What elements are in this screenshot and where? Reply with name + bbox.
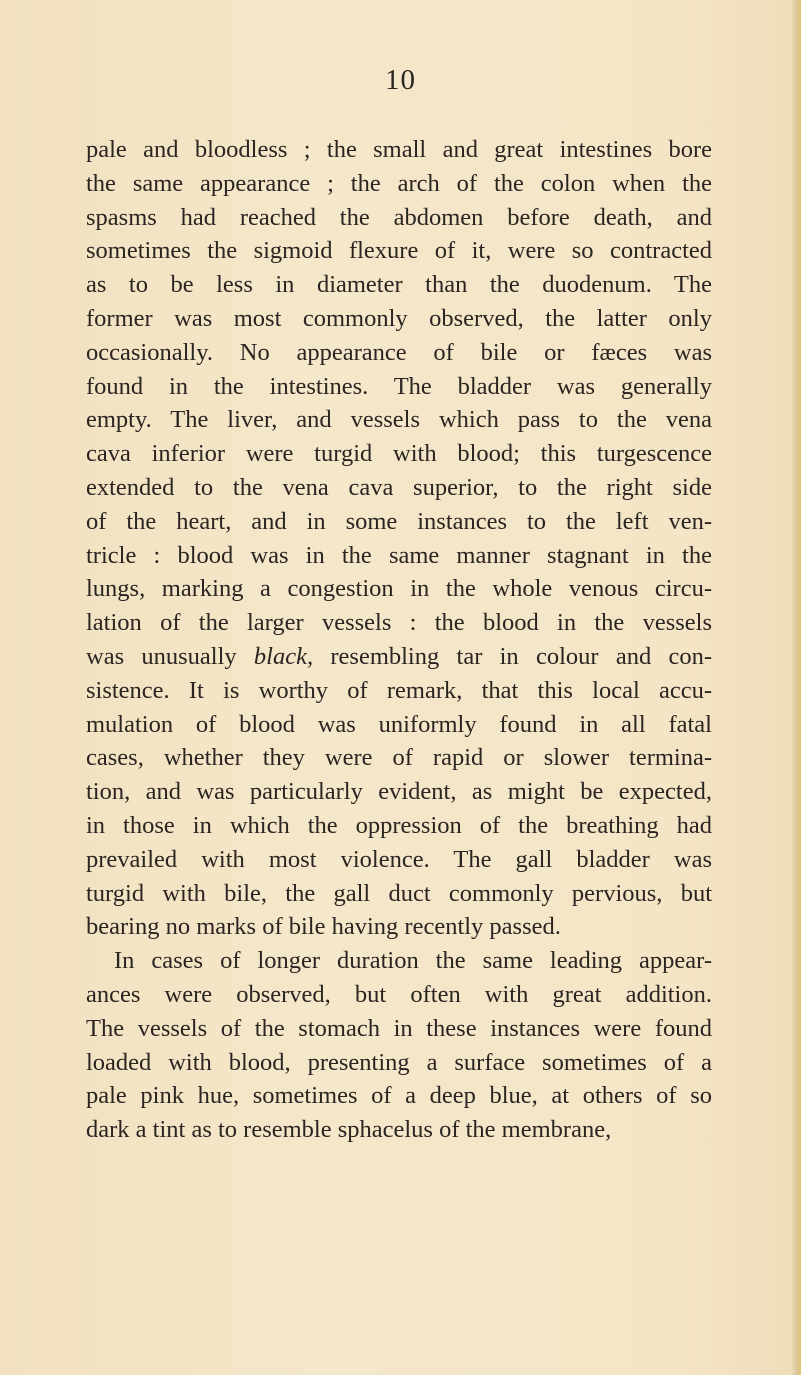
text-line: tricle : blood was in the same manner stagnant in the [86,541,712,569]
text-line: in those in which the oppression of the breathing had [86,811,712,839]
text-line: the same appearance ; the arch of the colon when the [86,169,712,197]
line-segment: was unusually [86,642,254,670]
text-line: of the heart, and in some instances to the left ven- [86,507,712,535]
text-line-italic-word [86,640,712,674]
text-line: turgid with bile, the gall duct commonly pervious, but [86,879,712,907]
text-line: extended to the vena cava superior, to the right side [86,473,712,501]
text-line: former was most commonly observed, the latter only [86,304,712,332]
page-edge [791,0,801,1375]
text-line: lation of the larger vessels : the blood in the vessels [86,609,712,637]
text-line: lungs, marking a congestion in the whole venous circu- [86,575,712,603]
text-line: tion, and was particularly evident, as might be expected, [86,778,712,806]
text-line: cases, whether they were of rapid or slower termina- [86,744,712,772]
paragraph-start-line: In cases of longer duration the same leading appear- [114,947,712,975]
text-line: sometimes the sigmoid flexure of it, were so contracted [86,237,712,265]
body-text [86,133,712,1147]
text-line: found in the intestines. The bladder was generally [86,372,712,400]
text-line: The vessels of the stomach in these instances were found [86,1014,712,1042]
text-line: ances were observed, but often with great addition. [86,980,712,1008]
text-line: mulation of blood was uniformly found in all fatal [86,710,712,738]
text-line: pale pink hue, sometimes of a deep blue, at others of so [86,1082,712,1110]
text-line: dark a tint as to resemble sphacelus of the membrane, [86,1116,612,1144]
text-line: occasionally. No appearance of bile or fæces was [86,338,712,366]
text-line: bearing no marks of bile having recently passed. [86,913,561,941]
text-line: prevailed with most violence. The gall bladder was [86,845,712,873]
text-line: as to be less in diameter than the duodenum. The [86,271,712,299]
text-line: empty. The liver, and vessels which pass to the vena [86,406,712,434]
text-line: spasms had reached the abdomen before death, and [86,203,712,231]
text-line: cava inferior were turgid with blood; this turgescence [86,440,712,468]
text-line: pale and bloodless ; the small and great intestines bore [86,136,712,163]
emphasized-word: black, [253,642,314,670]
line-segment: resembling tar in colour and con- [313,642,712,670]
text-line: loaded with blood, presenting a surface sometimes of a [86,1048,712,1076]
page-number: 10 [385,64,416,96]
text-line: sistence. It is worthy of remark, that this local accu- [86,676,712,704]
